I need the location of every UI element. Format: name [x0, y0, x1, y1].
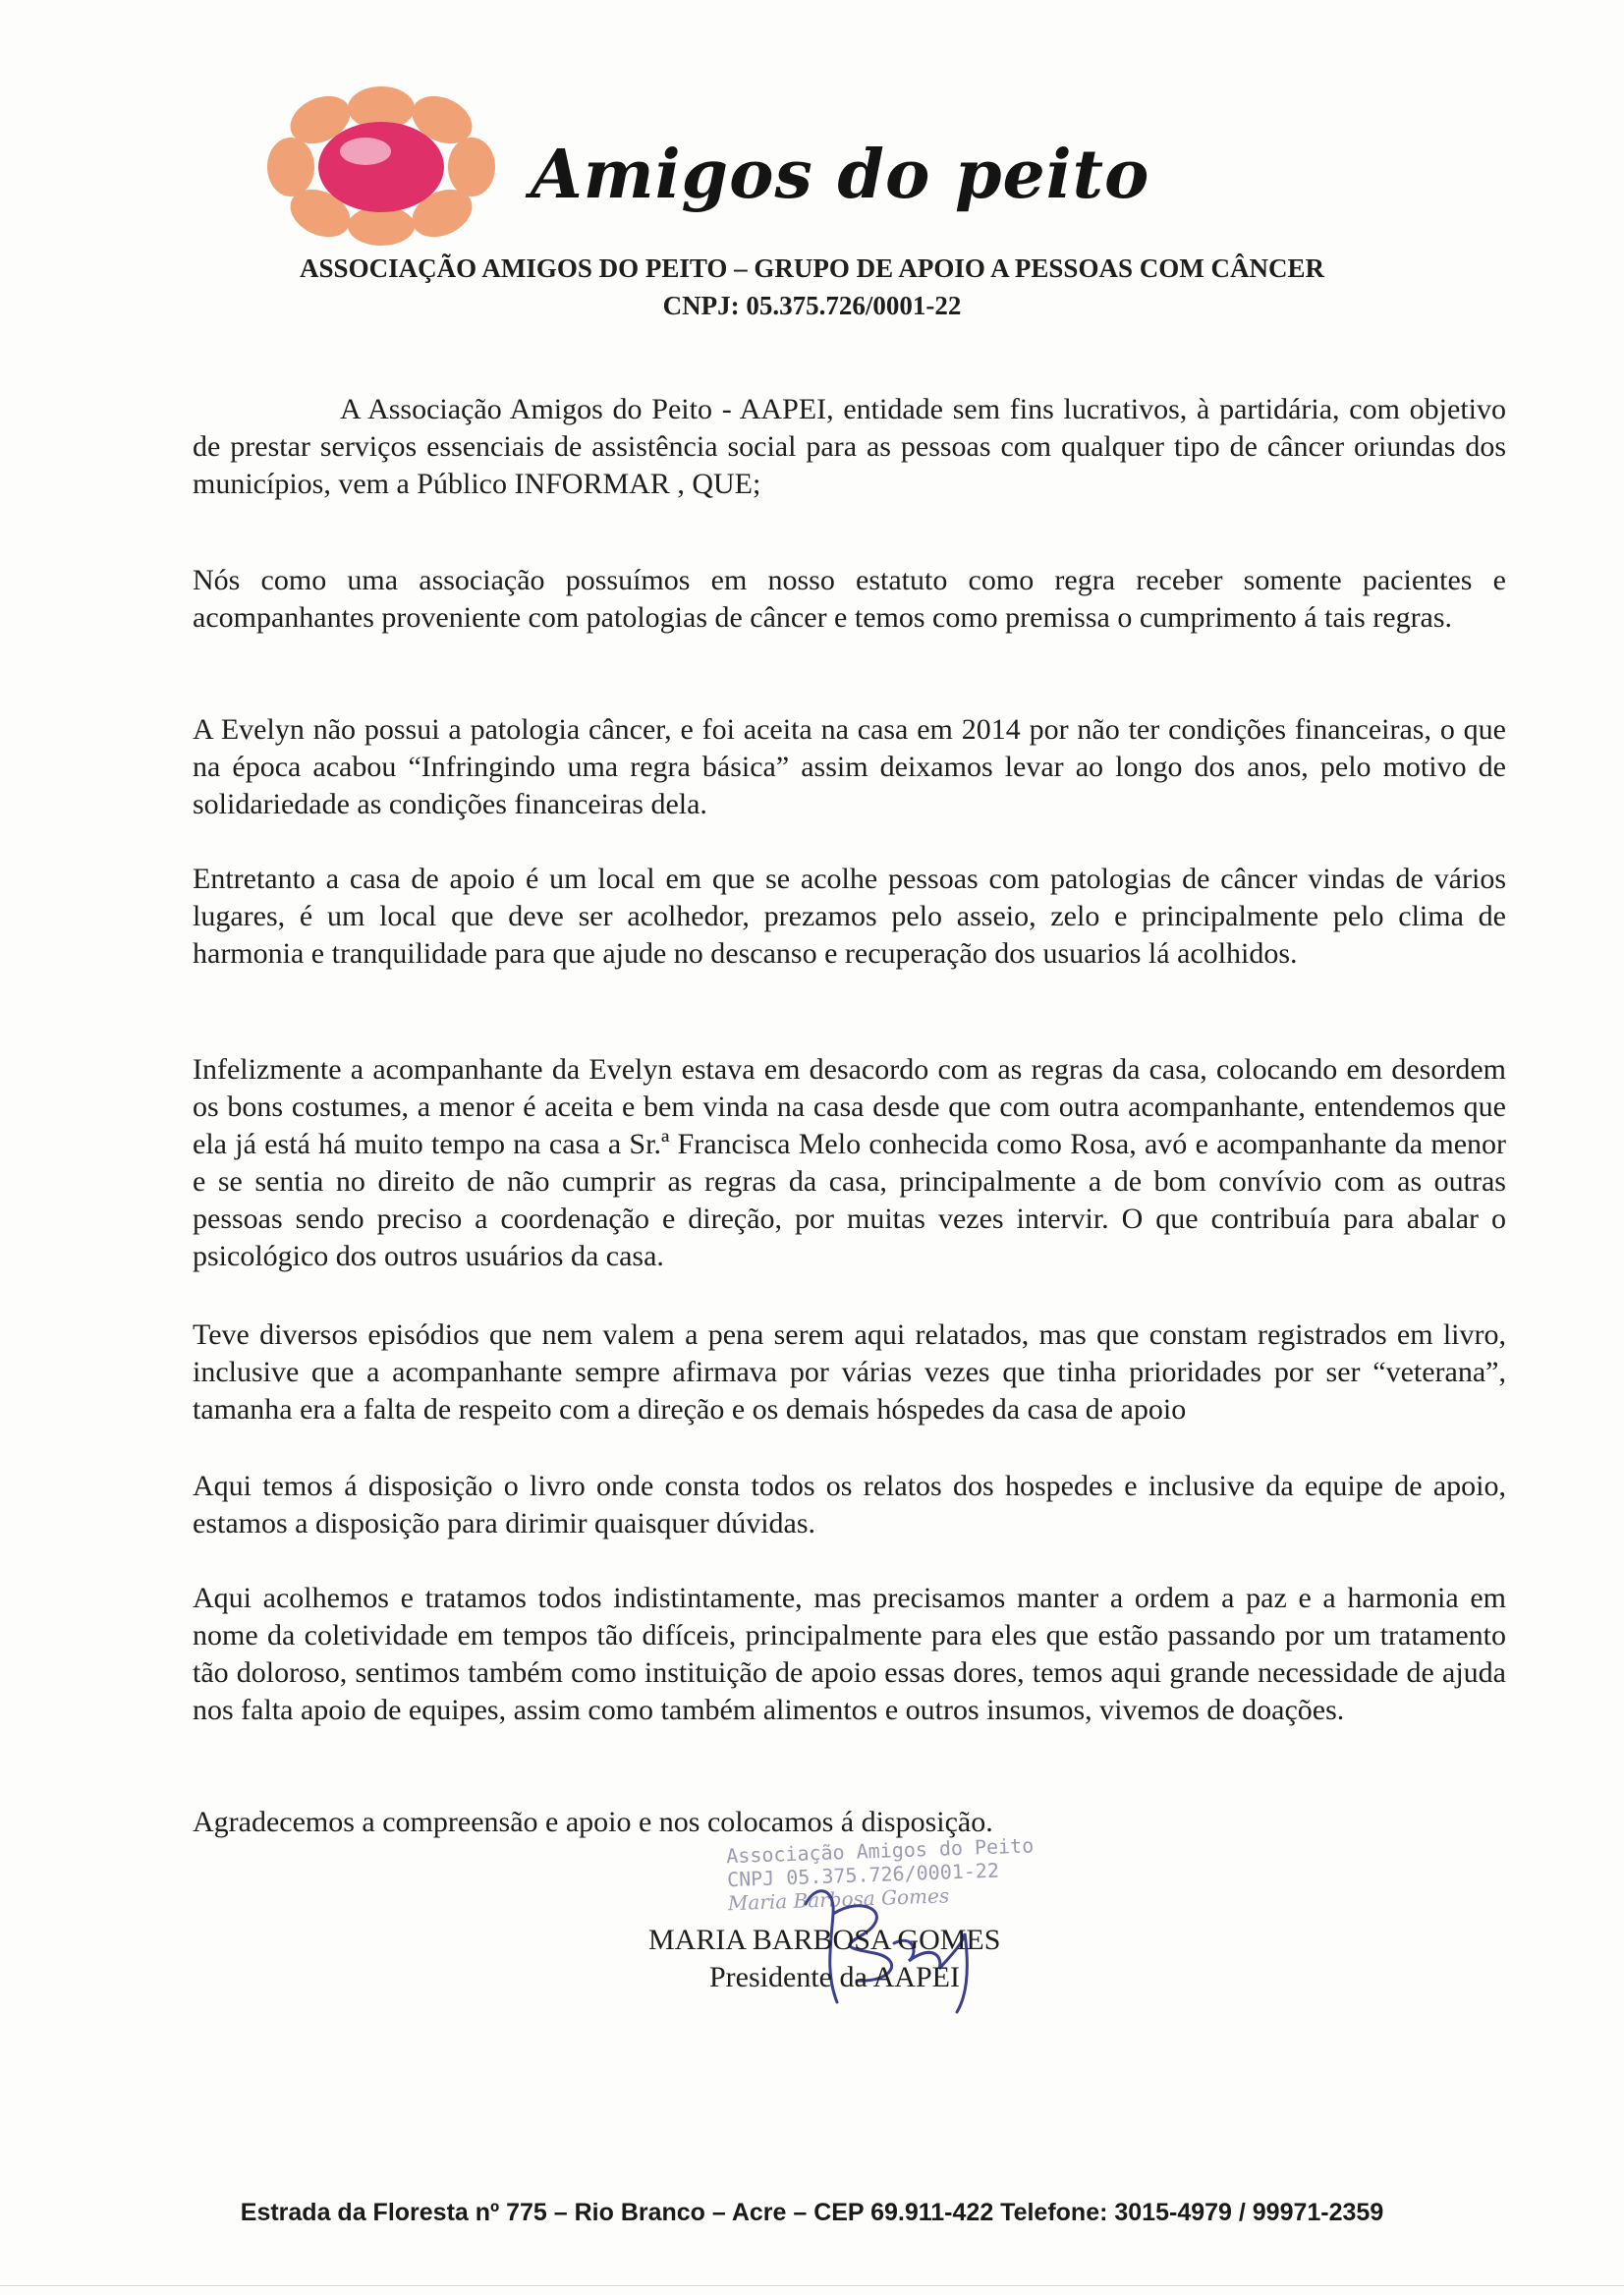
stamp-line-cnpj: CNPJ 05.375.726/0001-22	[726, 1858, 1000, 1892]
logo-wordmark: Amigos do peito	[531, 136, 1150, 214]
amigos-do-peito-logo	[263, 81, 499, 248]
paragraph-introduction: A Associação Amigos do Peito - AAPEI, entidade sem fins lucrativos, à partidária, com objetivo de prestar serviços essenciais de assistência social para as pessoas com qualquer tipo de câncer oriundas dos municípios, vem a Público INFORMAR , QUE;	[193, 393, 1506, 500]
organization-cnpj: CNPJ: 05.375.726/0001-22	[662, 291, 962, 320]
footer-address: Estrada da Floresta nº 775 – Rio Branco – Acre – CEP 69.911-422 Telefone: 3015-4979 / 99971-2359	[240, 2199, 1384, 2226]
paragraph-statute: Nós como uma associação possuímos em nosso estatuto como regra receber somente pacientes e acompanhantes proveniente com patologias de câncer e temos como premissa o cumprimento á tais regras.	[193, 564, 1506, 634]
paragraph-support-house: Entretanto a casa de apoio é um local em que se acolhe pessoas com patologias de câncer vindas de vários lugares, é um local que deve ser acolhedor, prezamos pelo asseio, zelo e principalmente pelo clima de harmonia e tranquilidade para que ajude no descanso e recuperação dos usuarios lá acolhidos.	[193, 863, 1506, 970]
paragraph-evelyn: A Evelyn não possui a patologia câncer, e foi aceita na casa em 2014 por não ter condições financeiras, o que na época acabou “Infringindo uma regra básica” assim deixamos levar ao longo dos anos, pelo motivo de solidariedade as condições financeiras dela.	[193, 713, 1506, 820]
logo-center	[318, 122, 444, 212]
paragraph-companion: Infelizmente a acompanhante da Evelyn estava em desacordo com as regras da casa, colocando em desordem os bons costumes, a menor é aceita e bem vinda na casa desde que com outra acompanhante, entendemos que ela já está há muito tempo na casa a Sr.ª Francisca Melo conhecida como Rosa, avó e acompanhante da menor e se sentia no direito de não cumprir as regras da casa, principalmente a de bom convívio com as outras pessoas sendo preciso a coordenação e direção, por muitas vezes intervir. O que contribuía para abalar o psicológico dos outros usuários da casa.	[193, 1053, 1506, 1272]
paragraph-closing: Agradecemos a compreensão e apoio e nos colocamos á disposição.	[193, 1806, 993, 1838]
stamp-line-name: Maria Barbosa Gomes	[727, 1883, 950, 1916]
stamp-line-organization: Associação Amigos do Peito	[725, 1833, 1035, 1869]
organization-name: ASSOCIAÇÃO AMIGOS DO PEITO – GRUPO DE APOIO A PESSOAS COM CÂNCER	[300, 253, 1324, 283]
paragraph-records-book: Aqui temos á disposição o livro onde consta todos os relatos dos hospedes e inclusive da equipe de apoio, estamos a disposição para dirimir quaisquer dúvidas.	[193, 1470, 1506, 1539]
paragraph-episodes: Teve diversos episódios que nem valem a pena serem aqui relatados, mas que constam registrados em livro, inclusive que a acompanhante sempre afirmava por várias vezes que tinha prioridades por ser “veterana”, tamanha era a falta de respeito com a direção e os demais hóspedes da casa de apoio	[193, 1318, 1506, 1426]
page-bottom-divider	[0, 2285, 1624, 2286]
paragraph-needs: Aqui acolhemos e tratamos todos indistintamente, mas precisamos manter a ordem a paz e a harmonia em nome da coletividade em tempos tão difíceis, principalmente para eles que estão passando por um tratamento tão doloroso, sentimos também como instituição de apoio essas dores, temos aqui grande necessidade de ajuda nos falta apoio de equipes, assim como também alimentos e outros insumos, vivemos de doações.	[193, 1582, 1506, 1726]
signer-role: Presidente da AAPEI	[709, 1961, 960, 1993]
signer-name: MARIA BARBOSA GOMES	[648, 1924, 1001, 1956]
